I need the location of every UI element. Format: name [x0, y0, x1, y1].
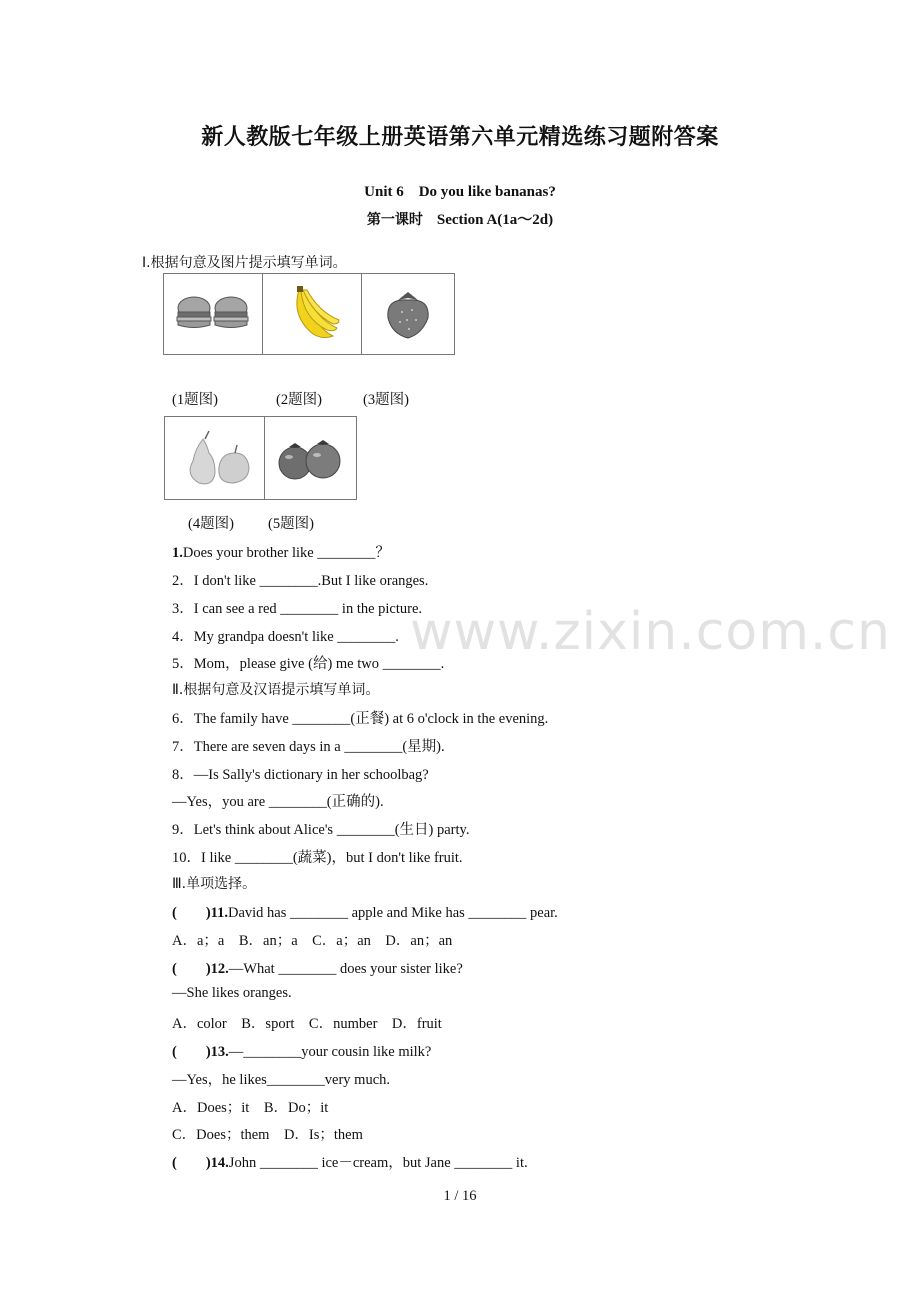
question-12-options: A．color B．sport C．number D．fruit [172, 1016, 442, 1032]
section1-heading: Ⅰ.根据句意及图片提示填写单词。 [142, 255, 347, 271]
tomato-icon [265, 417, 356, 499]
question-13-options-a: A．Does；it B．Do；it [172, 1100, 329, 1116]
document-title: 新人教版七年级上册英语第六单元精选练习题附答案 [201, 125, 719, 150]
question-7: 7．There are seven days in a ________(星期). [172, 739, 445, 755]
hamburger-icon [164, 274, 262, 354]
question-11-options: A．a；a B．an；a C．a；an D．an；an [172, 933, 453, 949]
caption-3: (3题图) [363, 392, 409, 408]
picture-cell-1 [163, 273, 263, 355]
lesson-title [0, 208, 920, 229]
watermark: www.zixin.com.cn [410, 602, 891, 662]
banana-icon [263, 274, 361, 354]
question-14: ( )14.John ________ ice－cream，but Jane ________ it. [172, 1155, 528, 1171]
question-1: 1.Does your brother like ________？ [172, 545, 390, 561]
lesson-cn: 第一课时 [366, 212, 423, 228]
caption-2: (2题图) [276, 392, 322, 408]
page-number: 1 / 16 [443, 1188, 477, 1204]
picture-cell-5 [264, 416, 357, 500]
question-3: 3．I can see a red ________ in the picture. [172, 601, 423, 617]
question-13: ( )13.—________your cousin like milk? [172, 1044, 432, 1060]
unit-title: Unit 6 Do you like bananas? [364, 184, 556, 200]
question-12: ( )12.—What ________ does your sister like? [172, 961, 463, 977]
question-4: 4．My grandpa doesn't like ________. [172, 629, 399, 645]
section3-heading: Ⅲ.单项选择。 [172, 876, 257, 892]
question-9: 9．Let's think about Alice's ________(生日) party. [172, 822, 470, 838]
caption-5: (5题图) [268, 516, 314, 532]
pear-icon [165, 417, 264, 499]
caption-1: (1题图) [172, 392, 218, 408]
question-2: 2．I don't like ________.But I like oranges. [172, 573, 429, 589]
question-6: 6．The family have ________(正餐) at 6 o'clock in the evening. [172, 711, 549, 727]
section2-heading: Ⅱ.根据句意及汉语提示填写单词。 [172, 682, 380, 698]
picture-cell-2 [262, 273, 362, 355]
picture-cell-4 [164, 416, 265, 500]
question-13-answer: —Yes，he likes________very much. [172, 1072, 391, 1088]
strawberry-icon [362, 274, 454, 354]
question-5: 5．Mom，please give (给) me two ________. [172, 656, 445, 672]
picture-cell-3 [361, 273, 455, 355]
question-8: 8．—Is Sally's dictionary in her schoolbag? [172, 767, 429, 783]
question-10: 10．I like ________(蔬菜)，but I don't like fruit. [172, 850, 463, 866]
lesson-en: Section A(1a～2d) [436, 212, 554, 228]
question-13-options-b: C．Does；them D．Is；them [172, 1127, 363, 1143]
question-11: ( )11.David has ________ apple and Mike has ________ pear. [172, 905, 558, 921]
question-8-answer: —Yes，you are ________(正确的). [172, 794, 384, 810]
question-12-answer: —She likes oranges. [172, 985, 292, 1001]
caption-4: (4题图) [188, 516, 234, 532]
